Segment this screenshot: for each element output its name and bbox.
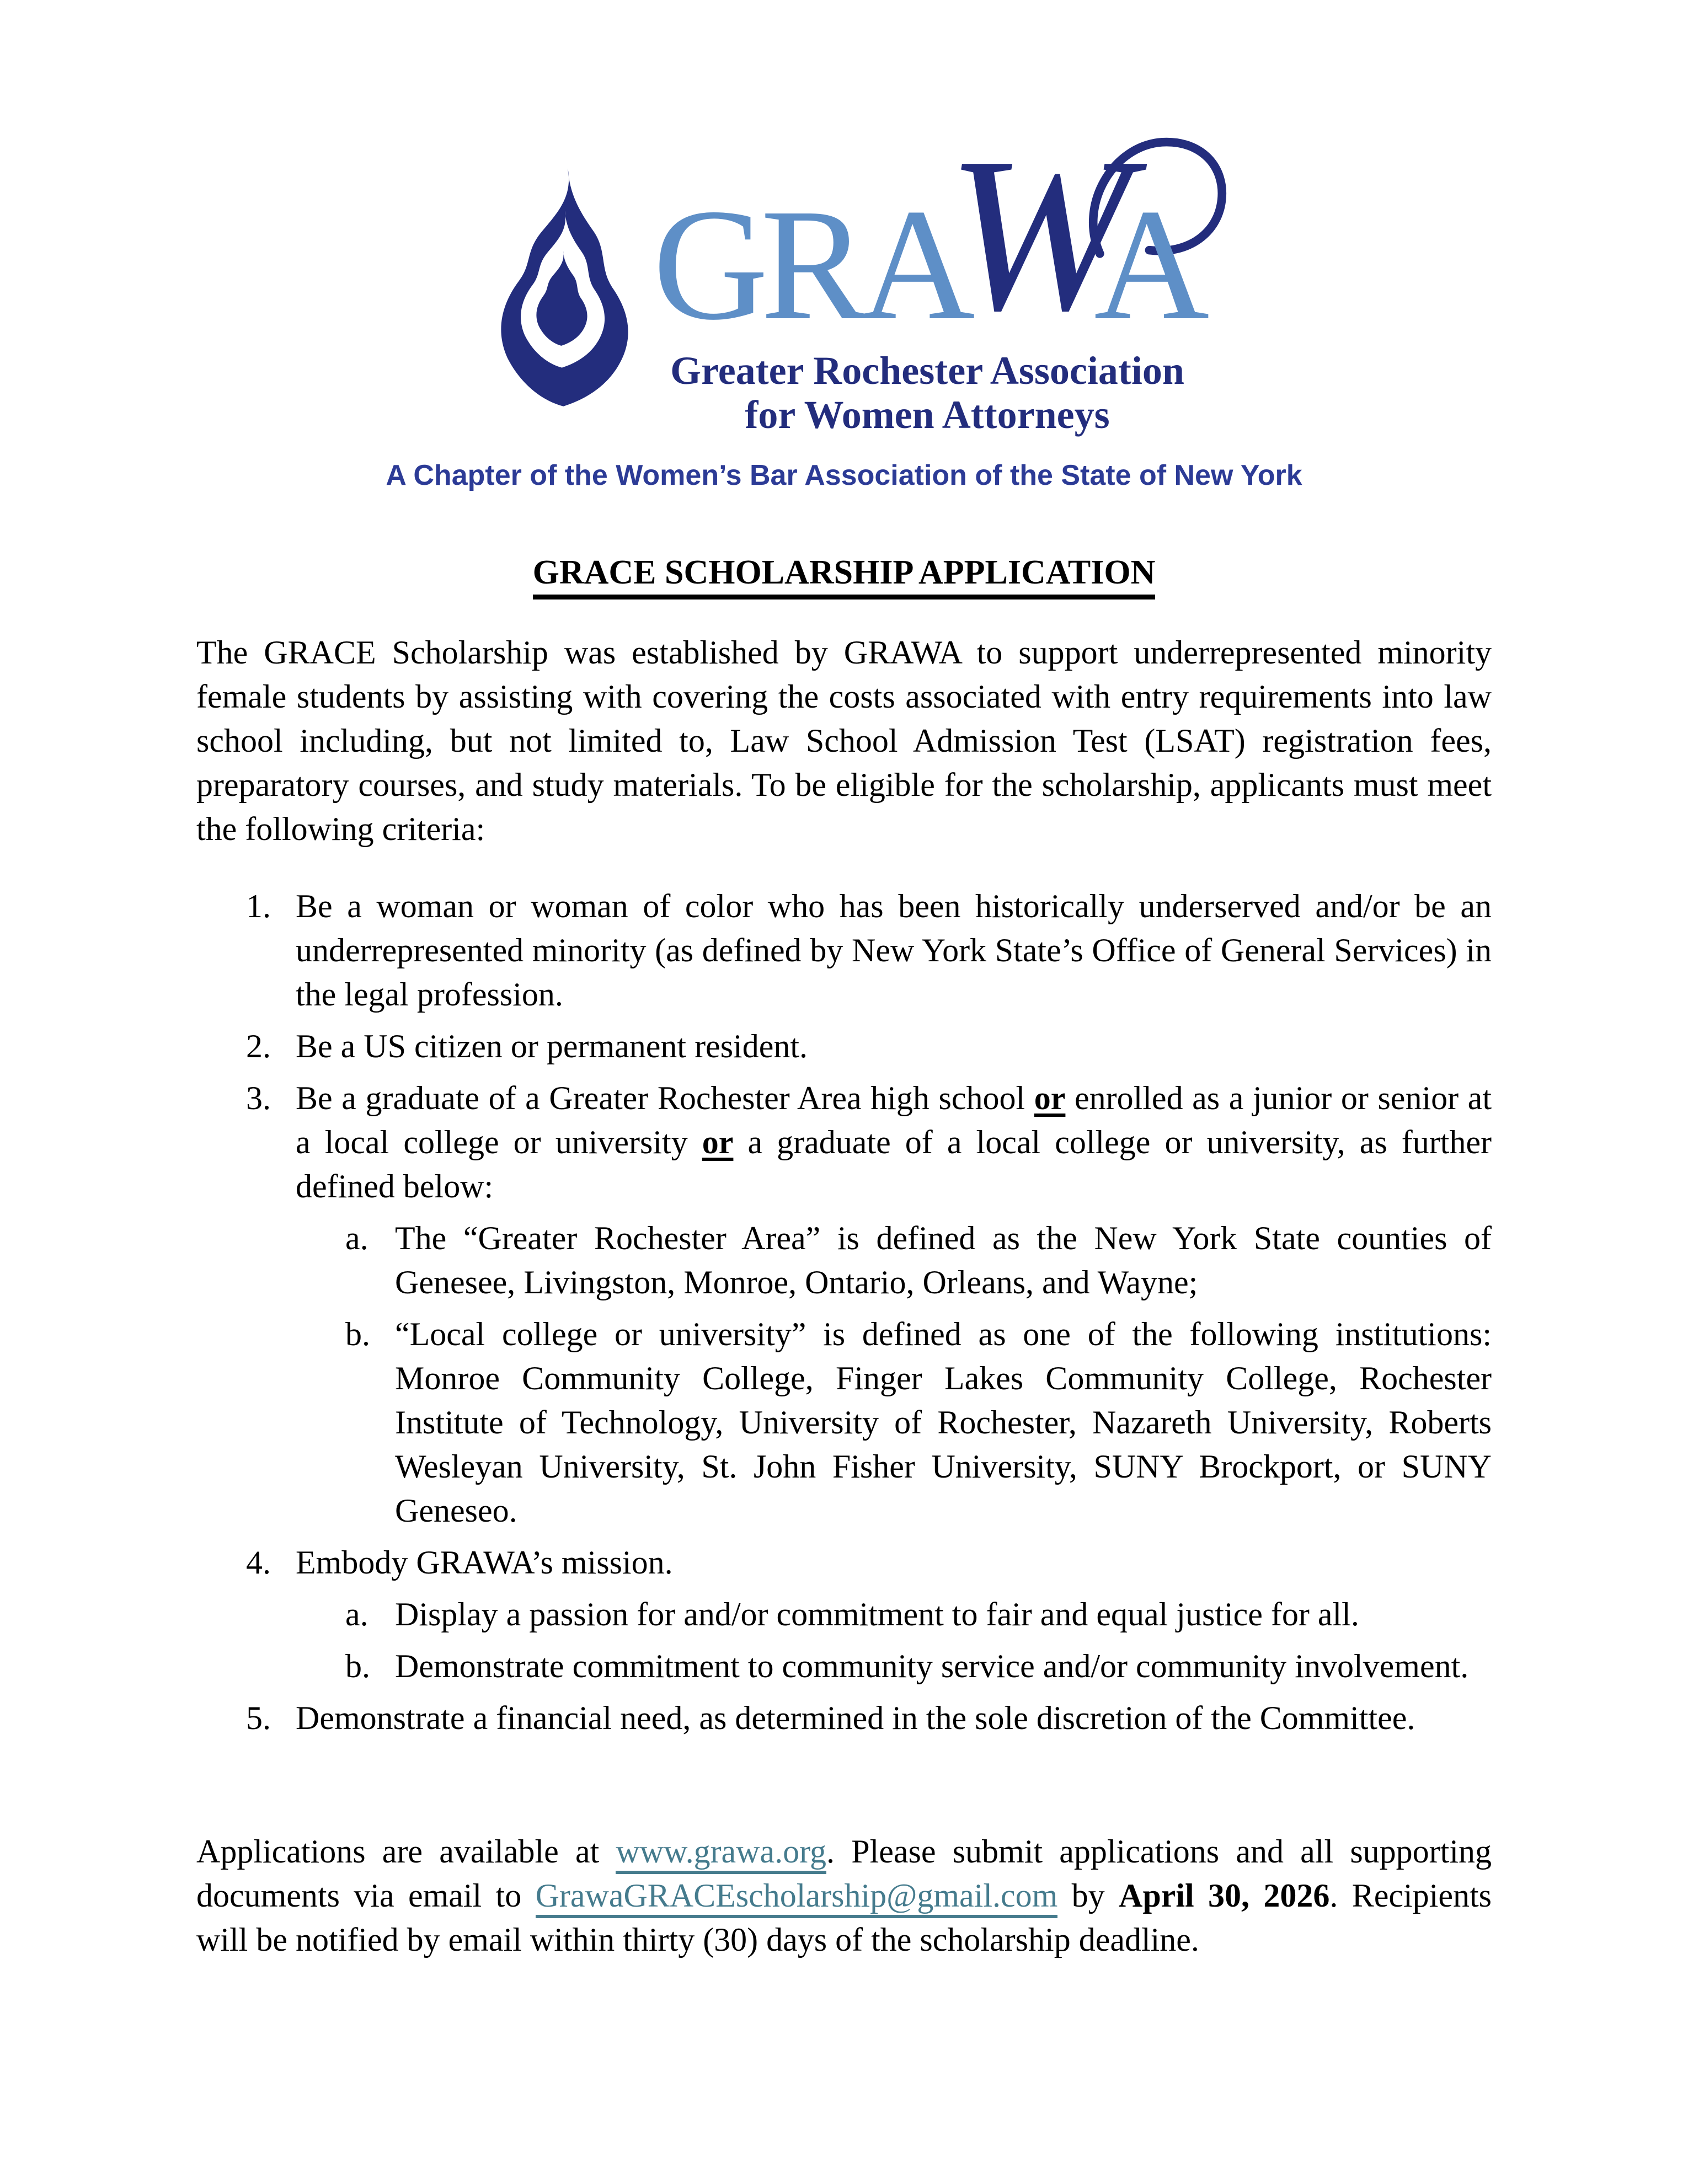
list-item-4b	[196, 1644, 1492, 1688]
grawa-wordmark	[653, 112, 1202, 356]
closing-text-4: . Recipients will be notified by email within thirty (30) days of the scholarship deadline.	[196, 1877, 1492, 1958]
wordmark-letter-a2: A	[1094, 176, 1202, 353]
or-emphasis-2: or	[702, 1124, 734, 1161]
page-title: GRACE SCHOLARSHIP APPLICATION	[533, 554, 1156, 599]
logo-text-block	[653, 112, 1202, 437]
grawa-logo	[0, 0, 1688, 436]
scholarship-email-link[interactable]: GrawaGRACEscholarship@gmail.com	[536, 1877, 1058, 1918]
closing-text-3: by	[1057, 1877, 1119, 1914]
item-marker: b.	[345, 1316, 370, 1353]
list-item-2	[196, 1024, 1492, 1068]
document-body	[0, 554, 1688, 1962]
item-text: Be a woman or woman of color who has been historically underserved and/or be an underrepresented minority (as defined by New York State’s Office of General Services) in the legal profession.	[296, 888, 1492, 1013]
item-marker: 1.	[246, 888, 271, 925]
list-item-3	[196, 1076, 1492, 1208]
item-marker: 4.	[246, 1544, 271, 1581]
item-marker: 5.	[246, 1700, 271, 1737]
item3-post: a graduate of a local college or university, as further defined below:	[296, 1124, 1492, 1205]
item-text: Demonstrate a financial need, as determined in the sole discretion of the Committee.	[296, 1700, 1415, 1737]
item-text: The “Greater Rochester Area” is defined as the New York State counties of Genesee, Livingston, Monroe, Ontario, Orleans, and Wayne;	[395, 1220, 1492, 1301]
item-text: Be a US citizen or permanent resident.	[296, 1028, 808, 1065]
flame-icon	[487, 163, 634, 412]
org-name-line1: Greater Rochester Association	[670, 349, 1184, 393]
item-text: Embody GRAWA’s mission.	[296, 1544, 673, 1581]
list-item-1	[196, 884, 1492, 1016]
item-text: Display a passion for and/or commitment to fair and equal justice for all.	[395, 1596, 1359, 1633]
wordmark-letter-g: G	[653, 176, 761, 353]
list-item-4	[196, 1540, 1492, 1585]
item3-mid: enrolled as a junior or senior at a local college or university	[296, 1080, 1492, 1161]
item-marker: b.	[345, 1648, 370, 1685]
closing-text-1: Applications are available at	[196, 1833, 616, 1870]
item-marker: a.	[345, 1220, 368, 1257]
deadline-date: April 30, 2026	[1119, 1877, 1330, 1914]
item-text: Demonstrate commitment to community service and/or community involvement.	[395, 1648, 1469, 1685]
item-text: “Local college or university” is defined as one of the following institutions: Monroe Community College, Finger Lakes Community College, Rochester Institute of Technology, University of Rochester, Nazareth University, Roberts Wesleyan University, St. John Fisher University, SUNY Brockport, or SUNY Geneseo.	[395, 1316, 1492, 1529]
grawa-website-link[interactable]: www.grawa.org	[616, 1833, 826, 1874]
wordmark-letter-a1: A	[859, 176, 968, 353]
list-item-3b	[196, 1312, 1492, 1533]
list-item-3a	[196, 1216, 1492, 1304]
org-name-line2: for Women Attorneys	[745, 392, 1110, 437]
wordmark-letter-w: W	[946, 112, 1123, 356]
item-text	[296, 1080, 1492, 1205]
title-row	[196, 554, 1492, 599]
or-emphasis-1: or	[1034, 1080, 1066, 1117]
item-marker: 2.	[246, 1028, 271, 1065]
list-item-5	[196, 1696, 1492, 1740]
item3-pre: Be a graduate of a Greater Rochester Area high school	[296, 1080, 1034, 1117]
wordmark-letter-r: R	[760, 176, 860, 353]
closing-text-2: . Please submit applications and all supporting documents via email to	[196, 1833, 1492, 1914]
list-item-4a	[196, 1592, 1492, 1636]
intro-paragraph: The GRACE Scholarship was established by GRAWA to support underrepresented minority female students by assisting with covering the costs associated with entry requirements into law school including, but not limited to, Law School Admission Test (LSAT) registration fees, preparatory courses, and study materials. To be eligible for the scholarship, applicants must meet the following criteria:	[196, 634, 1492, 848]
closing-paragraph	[196, 1829, 1492, 1962]
item-marker: 3.	[246, 1080, 271, 1117]
criteria-list	[196, 884, 1492, 1740]
item-marker: a.	[345, 1596, 368, 1633]
logo-tagline: A Chapter of the Women’s Bar Association of the State of New York	[386, 459, 1302, 492]
